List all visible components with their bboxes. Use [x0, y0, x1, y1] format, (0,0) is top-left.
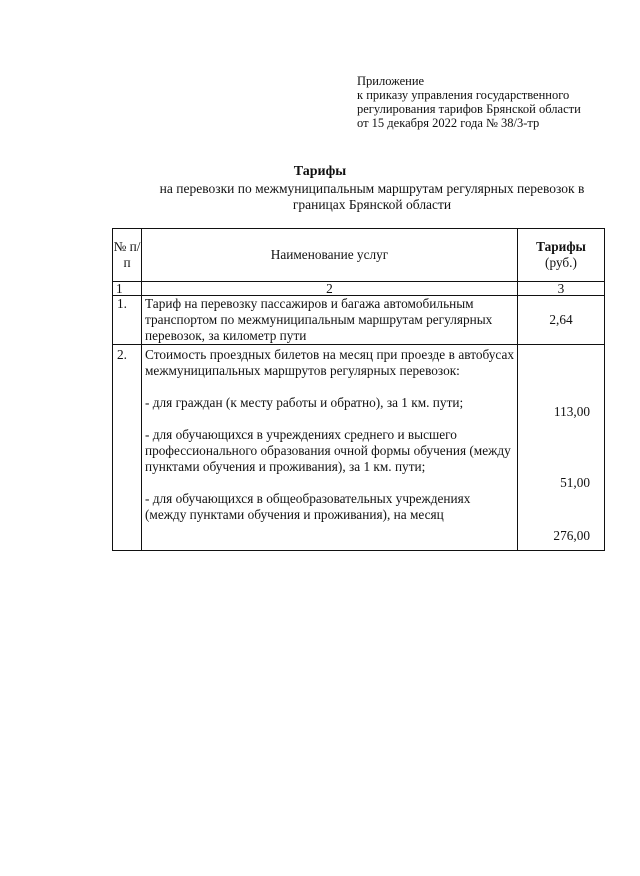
header-service-name: Наименование услуг [142, 229, 518, 282]
appendix-line: от 15 декабря 2022 года № 38/3-тр [357, 116, 540, 130]
row-service-intro: Стоимость проездных билетов на месяц при проезде в автобусах межмуниципальных маршрутов регулярных перевозок: [145, 347, 514, 378]
header-tariff-unit: (руб.) [545, 255, 577, 270]
row-tariff-value: 51,00 [560, 475, 590, 490]
appendix-block [357, 74, 581, 130]
header-tariff-title: Тарифы [536, 239, 586, 254]
row-number: 1. [113, 296, 142, 345]
row-service-item: - для обучающихся в учреждениях среднего и высшего профессионального образования очной формы обучения (между пунктами обучения и проживания), за 1 км. пути; [145, 427, 511, 474]
column-index: 2 [142, 282, 518, 296]
appendix-line: к приказу управления государственного [357, 88, 570, 102]
table-header-row [113, 229, 605, 282]
row-tariff-value: 2,64 [518, 296, 605, 345]
row-service-item: - для граждан (к месту работы и обратно), за 1 км. пути; [145, 395, 464, 410]
appendix-line: Приложение [357, 74, 425, 88]
row-tariff-value: 113,00 [553, 404, 590, 419]
header-tariff [518, 229, 605, 282]
row-number: 2. [113, 345, 142, 551]
table-row [113, 345, 605, 551]
row-service-text: Тариф на перевозку пассажиров и багажа автомобильным транспортом по межмуниципальным маршрутам регулярных перевозок, за километр пути [142, 296, 518, 345]
column-index-row [113, 282, 605, 296]
header-number: № п/п [113, 229, 142, 282]
appendix-line: регулирования тарифов Брянской области [357, 102, 581, 116]
column-index: 3 [518, 282, 605, 296]
row-service-item: - для обучающихся в общеобразовательных учреждениях (между пунктами обучения и проживания), на месяц [145, 491, 471, 522]
row-tariff-value: 276,00 [553, 528, 590, 543]
row-tariff-values [518, 345, 605, 551]
document-title: Тарифы [293, 164, 347, 179]
table-row [113, 296, 605, 345]
tariff-table [112, 228, 605, 551]
document-subtitle: на перевозки по межмуниципальным маршрутам регулярных перевозок в границах Брянской области [159, 181, 585, 212]
row-service-cell [142, 345, 518, 551]
column-index: 1 [113, 282, 142, 296]
